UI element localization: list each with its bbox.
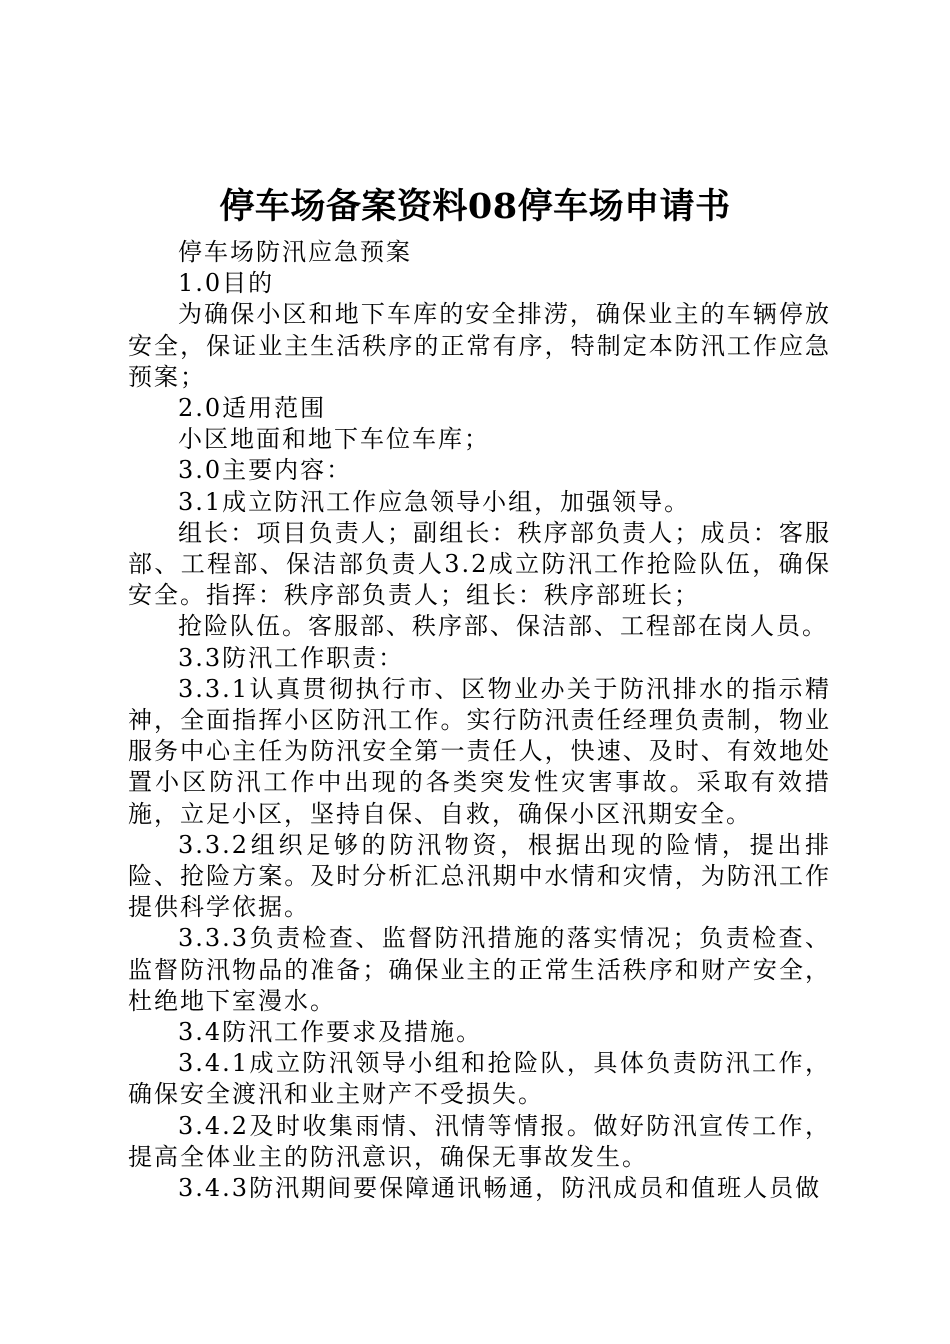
paragraph: 3.3.1认真贯彻执行市、区物业办关于防汛排水的指示精神，全面指挥小区防汛工作。实行防汛责任经理负责制，物业服务中心主任为防汛安全第一责任人，快速、及时、有效地处置小区防汛工作中出现的各类突发性灾害事故。采取有效措施，立足小区，坚持自保、自救，确保小区汛期安全。 <box>128 674 831 828</box>
paragraph: 3.4.1成立防汛领导小组和抢险队，具体负责防汛工作，确保安全渡汛和业主财产不受损失。 <box>128 1049 831 1109</box>
paragraph: 小区地面和地下车位车库； <box>178 425 490 454</box>
document-title: 停车场备案资料08停车场申请书 <box>219 186 731 227</box>
paragraph: 为确保小区和地下车库的安全排涝，确保业主的车辆停放安全，保证业主生活秩序的正常有序，特制定本防汛工作应急预案； <box>128 300 831 391</box>
paragraph: 3.3.3负责检查、监督防汛措施的落实情况；负责检查、监督防汛物品的准备；确保业主的正常生活秩序和财产安全，杜绝地下室漫水。 <box>128 924 831 1015</box>
paragraph: 组长：项目负责人；副组长：秩序部负责人；成员：客服部、工程部、保洁部负责人3.2成立防汛工作抢险队伍，确保安全。指挥：秩序部负责人；组长：秩序部班长； <box>128 518 831 610</box>
document-body <box>128 237 831 1204</box>
paragraph: 3.4.3防汛期间要保障通讯畅通，防汛成员和值班人员做 <box>178 1174 822 1203</box>
paragraph: 3.1成立防汛工作应急领导小组，加强领导。 <box>178 487 691 516</box>
paragraph: 3.0主要内容： <box>178 456 353 485</box>
paragraph: 停车场防汛应急预案 <box>178 238 412 266</box>
paragraph: 3.3.2组织足够的防汛物资，根据出现的险情，提出排险、抢险方案。及时分析汇总汛期中水情和灾情，为防汛工作提供科学依据。 <box>128 830 831 922</box>
paragraph: 1.0目的 <box>178 269 275 298</box>
paragraph: 2.0适用范围 <box>178 394 327 423</box>
paragraph: 抢险队伍。客服部、秩序部、保洁部、工程部在岗人员。 <box>178 612 828 641</box>
paragraph: 3.3防汛工作职责： <box>178 643 405 672</box>
paragraph: 3.4.2及时收集雨情、汛情等情报。做好防汛宣传工作，提高全体业主的防汛意识，确保无事故发生。 <box>128 1111 831 1171</box>
paragraph: 3.4防汛工作要求及措施。 <box>178 1018 483 1047</box>
